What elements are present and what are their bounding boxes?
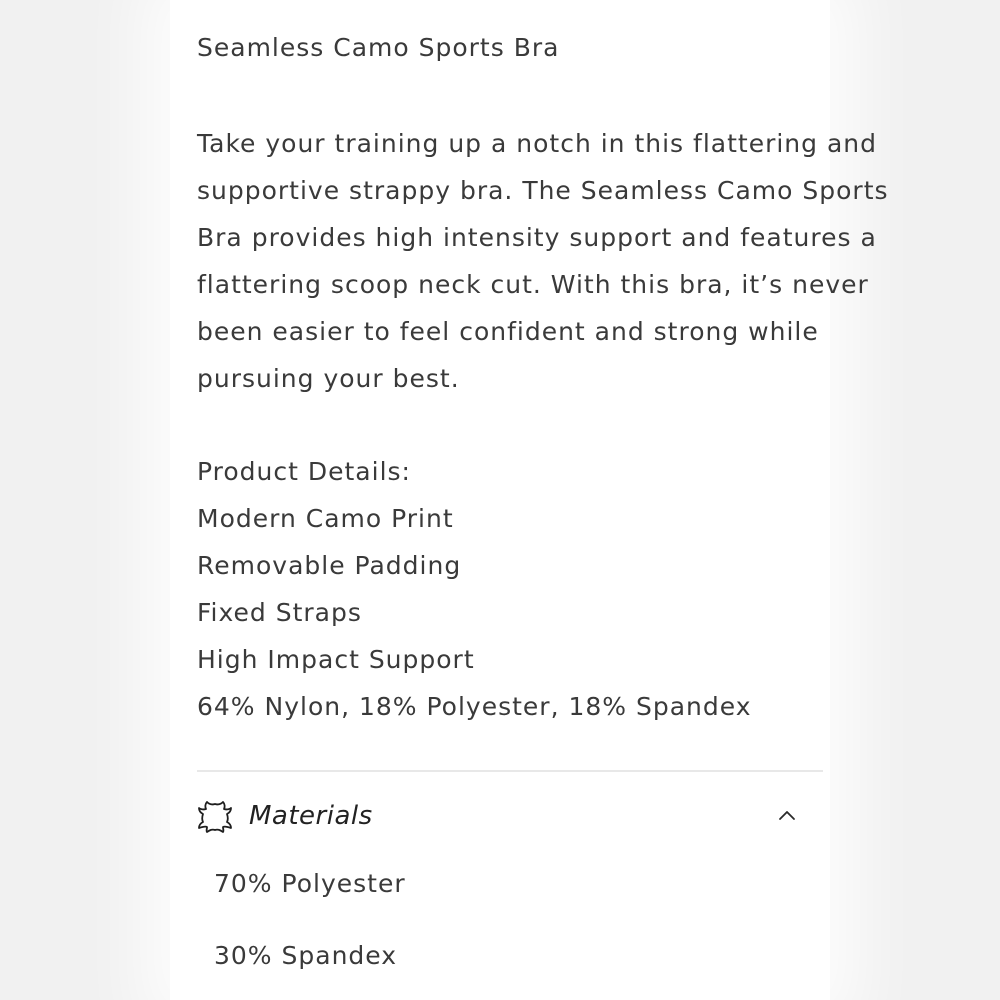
detail-item: Removable Padding bbox=[197, 551, 462, 580]
detail-item: Modern Camo Print bbox=[197, 504, 454, 533]
product-title: Seamless Camo Sports Bra bbox=[197, 33, 560, 62]
detail-item: 64% Nylon, 18% Polyester, 18% Spandex bbox=[197, 692, 752, 721]
materials-accordion-toggle[interactable] bbox=[197, 792, 823, 842]
details-heading: Product Details: bbox=[197, 457, 411, 486]
description-line: pursuing your best. bbox=[197, 364, 460, 393]
product-description bbox=[197, 120, 889, 402]
product-details bbox=[197, 448, 752, 730]
description-line: been easier to feel confident and strong while bbox=[197, 317, 819, 346]
description-line: flattering scoop neck cut. With this bra, it’s never bbox=[197, 270, 869, 299]
description-line: supportive strappy bra. The Seamless Camo Sports bbox=[197, 176, 889, 205]
material-item: 70% Polyester bbox=[214, 869, 406, 898]
chevron-up-icon[interactable] bbox=[777, 808, 797, 822]
section-divider bbox=[197, 770, 823, 772]
material-item: 30% Spandex bbox=[214, 941, 398, 970]
materials-accordion-label: Materials bbox=[249, 801, 373, 831]
description-line: Take your training up a notch in this flattering and bbox=[197, 129, 878, 158]
description-line: Bra provides high intensity support and features a bbox=[197, 223, 877, 252]
detail-item: Fixed Straps bbox=[197, 598, 362, 627]
leather-hide-icon bbox=[197, 798, 233, 834]
detail-item: High Impact Support bbox=[197, 645, 475, 674]
